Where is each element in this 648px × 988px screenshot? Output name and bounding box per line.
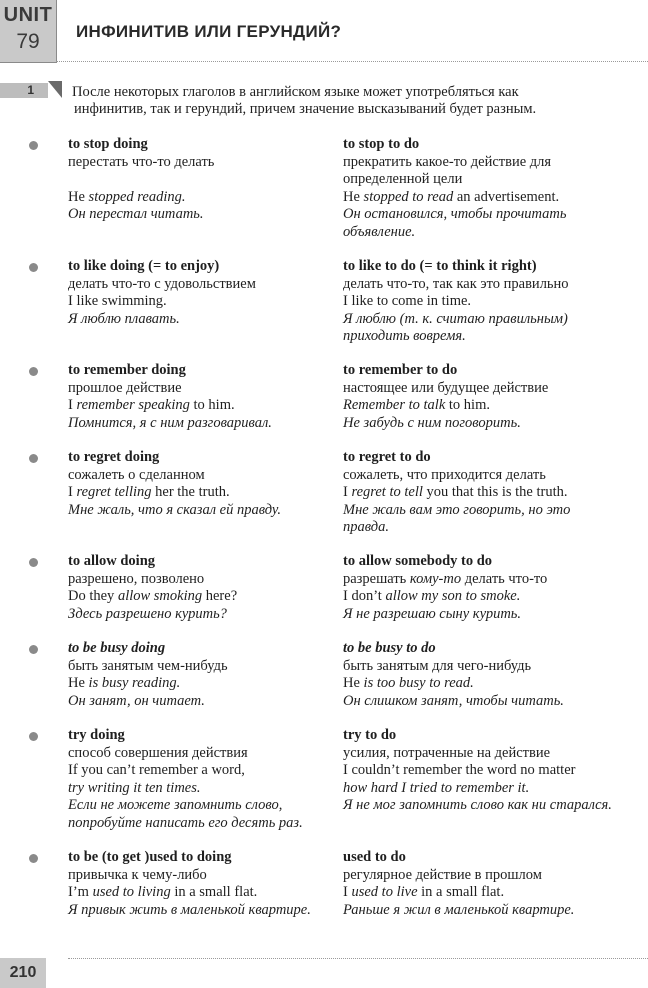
example-line xyxy=(343,606,643,624)
italic-text: regret to tell xyxy=(351,484,423,501)
example-line xyxy=(68,867,338,885)
unit-label: UNIT xyxy=(3,4,53,26)
example-line xyxy=(343,519,643,537)
bullet-icon xyxy=(29,263,38,272)
infinitive-column xyxy=(343,136,643,242)
plain-text: усилия, потраченные на действие xyxy=(343,744,551,761)
infinitive-column xyxy=(343,362,643,432)
example-line xyxy=(68,884,338,902)
plain-text: перестать что-то делать xyxy=(68,153,215,170)
example-line xyxy=(343,189,643,207)
example-line xyxy=(68,762,338,780)
infinitive-column xyxy=(343,258,643,346)
italic-text: Я люблю плавать. xyxy=(68,310,180,327)
example-line xyxy=(343,658,643,676)
example-line xyxy=(343,780,643,798)
unit-badge xyxy=(0,0,57,63)
gerund-column xyxy=(68,449,338,519)
plain-text: to him. xyxy=(445,397,490,414)
plain-text: He xyxy=(68,188,89,205)
italic-text: Он остановился, чтобы прочитать xyxy=(343,206,567,223)
plain-text: привычка к чему-либо xyxy=(68,866,207,883)
italic-text: stopped to read xyxy=(363,188,454,205)
plain-text: разрешено, позволено xyxy=(68,570,205,587)
section-triangle-icon xyxy=(48,81,62,98)
italic-text: объявление. xyxy=(343,223,416,240)
italic-text: Мне жаль, что я сказал ей правду. xyxy=(68,501,282,518)
italic-text: Если не можете запомнить слово, xyxy=(68,797,283,814)
example-line xyxy=(68,902,338,920)
bullet-icon xyxy=(29,854,38,863)
example-line xyxy=(343,328,643,346)
gerund-column xyxy=(68,849,338,919)
plain-text: I’m xyxy=(68,884,93,901)
italic-text: used to living xyxy=(92,884,171,901)
example-line xyxy=(343,762,643,780)
infinitive-column xyxy=(343,640,643,710)
plain-text: to him. xyxy=(189,397,235,414)
plain-text: an advertisement. xyxy=(453,188,560,205)
plain-text: her the truth. xyxy=(151,484,230,501)
plain-text: I xyxy=(68,397,77,414)
example-line xyxy=(343,675,643,693)
plain-text: I xyxy=(343,884,352,901)
italic-text: Я не мог запомнить слово как ни старался. xyxy=(343,797,612,814)
infinitive-column xyxy=(343,849,643,919)
example-line xyxy=(343,797,643,815)
plain-text: He xyxy=(343,675,364,692)
example-line xyxy=(343,693,643,711)
title-divider xyxy=(56,61,648,62)
plain-text: делать что-то с удовольствием xyxy=(68,275,256,292)
italic-text: regret telling xyxy=(76,484,152,501)
example-line xyxy=(343,884,643,902)
plain-text: прошлое действие xyxy=(68,379,182,396)
bullet-icon xyxy=(29,558,38,567)
example-line xyxy=(68,502,338,520)
italic-text: Он занят, он читает. xyxy=(68,692,205,709)
construction-heading: to allow somebody to do xyxy=(343,553,493,569)
plain-text: in a small flat. xyxy=(170,884,258,901)
italic-text: allow my son to smoke. xyxy=(385,588,521,605)
construction-heading: to be (to get )used to doing xyxy=(68,849,232,865)
plain-text: определенной цели xyxy=(343,171,463,188)
construction-heading: try to do xyxy=(343,727,397,743)
example-line xyxy=(343,571,643,589)
example-line xyxy=(68,815,338,833)
gerund-column xyxy=(68,258,338,328)
gerund-column xyxy=(68,136,338,224)
italic-text: stopped reading. xyxy=(88,188,186,205)
construction-heading: to regret doing xyxy=(68,449,160,465)
section-intro xyxy=(72,84,632,118)
plain-text: I like to come in time. xyxy=(343,293,472,310)
italic-text: allow smoking xyxy=(117,588,203,605)
plain-text: прекратить какое-то действие для xyxy=(343,153,552,170)
construction-heading: to be busy doing xyxy=(68,640,166,656)
example-line xyxy=(68,311,338,329)
italic-text: Он слишком занят, чтобы читать. xyxy=(343,692,564,709)
example-line xyxy=(343,467,643,485)
example-line xyxy=(343,415,643,433)
construction-heading: to like doing (= to enjoy) xyxy=(68,258,220,274)
example-line xyxy=(343,902,643,920)
italic-text: Мне жаль вам это говорить, но это xyxy=(343,501,571,518)
example-line xyxy=(343,311,643,329)
construction-heading: used to do xyxy=(343,849,406,865)
example-line xyxy=(343,484,643,502)
example-line xyxy=(68,154,338,172)
example-line xyxy=(343,171,643,189)
example-line xyxy=(68,467,338,485)
bullet-icon xyxy=(29,367,38,376)
example-line xyxy=(68,189,338,207)
plain-text: you that this is the truth. xyxy=(422,484,568,501)
construction-heading: to allow doing xyxy=(68,553,156,569)
gerund-column xyxy=(68,362,338,432)
bullet-icon xyxy=(29,141,38,150)
italic-text: Я люблю (т. к. считаю правильным) xyxy=(343,310,568,327)
bullet-icon xyxy=(29,454,38,463)
example-line xyxy=(68,415,338,433)
plain-text: делать что-то xyxy=(461,570,548,587)
example-line xyxy=(343,588,643,606)
plain-text: разрешать xyxy=(343,570,410,587)
example-line xyxy=(68,658,338,676)
plain-text: сожалеть о сделанном xyxy=(68,466,205,483)
construction-heading: to stop to do xyxy=(343,136,420,152)
gerund-column xyxy=(68,553,338,623)
plain-text: Do they xyxy=(68,588,118,605)
italic-text: кому-то xyxy=(409,570,462,587)
italic-text: try writing it ten times. xyxy=(68,779,201,796)
example-line xyxy=(68,276,338,294)
construction-heading: to be busy to do xyxy=(343,640,436,656)
example-line xyxy=(343,224,643,242)
italic-text: Он перестал читать. xyxy=(68,206,204,223)
construction-heading: to regret to do xyxy=(343,449,431,465)
bullet-icon xyxy=(29,732,38,741)
plain-text: настоящее или будущее действие xyxy=(343,379,549,396)
page-number: 210 xyxy=(0,958,46,988)
italic-text: how hard I tried to remember it. xyxy=(343,779,530,796)
italic-text: Здесь разрешено курить? xyxy=(68,605,227,622)
example-line xyxy=(68,484,338,502)
example-line xyxy=(343,745,643,763)
example-line xyxy=(68,206,338,224)
plain-text: сожалеть, что приходится делать xyxy=(343,466,546,483)
plain-text: регулярное действие в прошлом xyxy=(343,866,542,883)
plain-text: He xyxy=(343,188,364,205)
intro-line: инфинитив, так и герундий, причем значение высказываний будет разным. xyxy=(74,101,537,117)
example-line xyxy=(68,397,338,415)
italic-text: Раньше я жил в маленькой квартире. xyxy=(343,901,575,918)
italic-text: Я не разрешаю сыну курить. xyxy=(343,605,522,622)
italic-text: is too busy to read. xyxy=(363,675,474,692)
infinitive-column xyxy=(343,727,643,815)
example-line xyxy=(343,867,643,885)
example-line xyxy=(68,380,338,398)
example-line xyxy=(68,606,338,624)
plain-text: He xyxy=(68,675,89,692)
footer-divider xyxy=(68,958,648,959)
italic-text: Remember to talk xyxy=(343,397,446,414)
gerund-column xyxy=(68,640,338,710)
example-line xyxy=(343,397,643,415)
italic-text: used to live xyxy=(351,884,418,901)
intro-line: После некоторых глаголов в английском языке может употребляться как xyxy=(72,84,519,100)
plain-text: I don’t xyxy=(343,588,386,605)
construction-heading: try doing xyxy=(68,727,125,743)
construction-heading: to like to do (= to think it right) xyxy=(343,258,537,274)
italic-text: remember speaking xyxy=(76,397,190,414)
page-title: ИНФИНИТИВ ИЛИ ГЕРУНДИЙ? xyxy=(76,22,342,41)
example-line xyxy=(343,380,643,398)
plain-text: делать что-то, так как это правильно xyxy=(343,275,569,292)
example-line xyxy=(343,502,643,520)
italic-text: Я привык жить в маленькой квартире. xyxy=(68,901,311,918)
plain-text: I xyxy=(68,484,77,501)
plain-text: in a small flat. xyxy=(417,884,505,901)
example-line xyxy=(68,797,338,815)
example-line xyxy=(343,276,643,294)
italic-text: is busy reading. xyxy=(88,675,181,692)
infinitive-column xyxy=(343,553,643,623)
example-line xyxy=(343,293,643,311)
plain-text: быть занятым для чего-нибудь xyxy=(343,657,532,674)
example-line xyxy=(68,675,338,693)
italic-text: Не забудь с ним поговорить. xyxy=(343,414,521,431)
example-line xyxy=(68,780,338,798)
plain-text: быть занятым чем-нибудь xyxy=(68,657,228,674)
plain-text: I xyxy=(343,484,352,501)
plain-text: I like swimming. xyxy=(68,293,167,310)
plain-text: If you can’t remember a word, xyxy=(68,762,245,779)
italic-text: правда. xyxy=(343,519,389,536)
unit-number: 79 xyxy=(16,30,40,53)
italic-text: Помнится, я с ним разговаривал. xyxy=(68,414,272,431)
example-line xyxy=(343,206,643,224)
example-line xyxy=(68,293,338,311)
italic-text: попробуйте написать его десять раз. xyxy=(68,814,303,831)
bullet-icon xyxy=(29,645,38,654)
example-line xyxy=(68,171,338,189)
example-line xyxy=(343,154,643,172)
italic-text: приходить вовремя. xyxy=(343,328,466,345)
example-line xyxy=(68,745,338,763)
plain-text: способ совершения действия xyxy=(68,744,248,761)
plain-text: here? xyxy=(202,588,238,605)
construction-heading: to stop doing xyxy=(68,136,148,152)
example-line xyxy=(68,693,338,711)
section-number: 1 xyxy=(0,83,48,98)
example-line xyxy=(68,571,338,589)
example-line xyxy=(68,588,338,606)
construction-heading: to remember doing xyxy=(68,362,186,378)
construction-heading: to remember to do xyxy=(343,362,458,378)
infinitive-column xyxy=(343,449,643,537)
plain-text: I couldn’t remember the word no matter xyxy=(343,762,576,779)
gerund-column xyxy=(68,727,338,833)
